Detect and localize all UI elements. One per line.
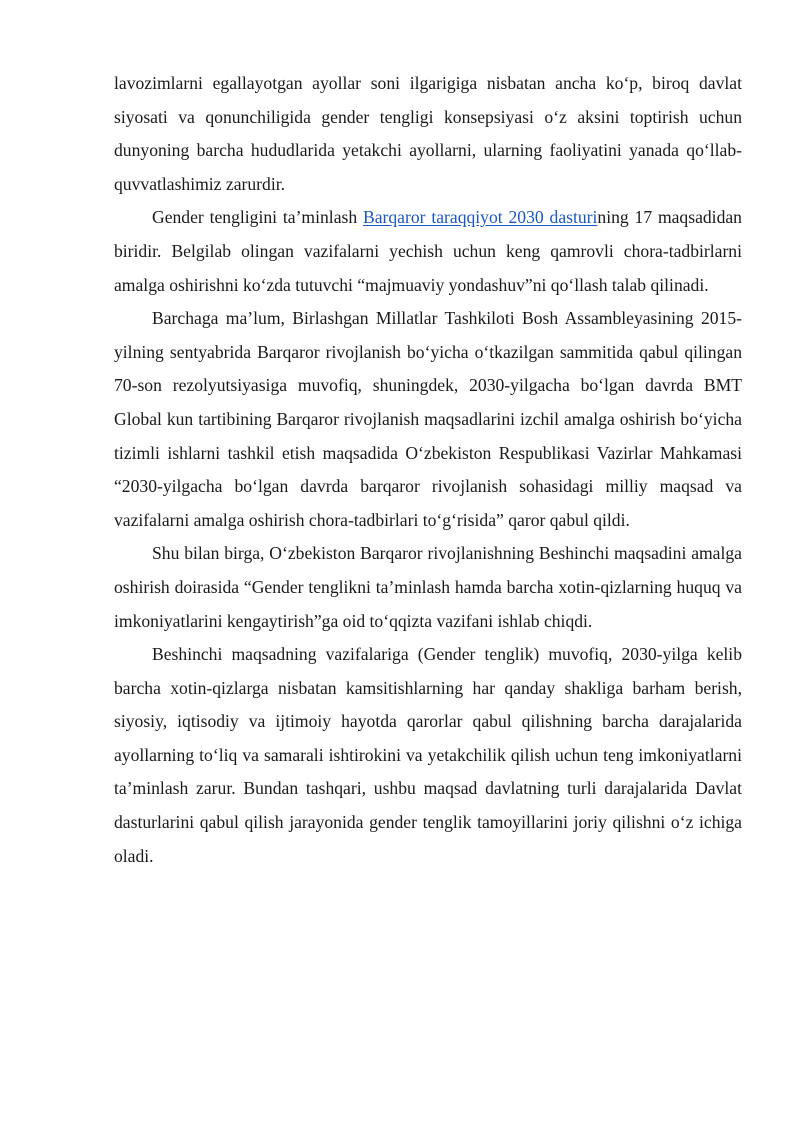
paragraph-fifth-goal: Shu bilan birga, O‘zbekiston Barqaror rivojlanishning Beshinchi maqsadini amalga oshirish doirasida “Gender tenglikni ta’minlash hamda barcha xotin-qizlarning huquq va imkoniyatlarini kengaytirish”ga oid to‘qqizta vazifani ishlab chiqdi. — [114, 543, 742, 631]
document-body — [114, 67, 742, 873]
paragraph-continuation: lavozimlarni egallayotgan ayollar soni ilgarigiga nisbatan ancha ko‘p, biroq davlat siyosati va qonunchiligida gender tengligi konsepsiyasi o‘z aksini toptirish uchun dunyoning barcha hududlarida yetakchi ayollarni, ularning faoliyatini yanada qo‘llab-quvvatlashimiz zarurdir. — [114, 73, 742, 194]
paragraph-text-before-link: Gender tengligini ta’minlash — [152, 207, 363, 228]
paragraph-un-resolution: Barchaga ma’lum, Birlashgan Millatlar Tashkiloti Bosh Assambleyasining 2015-yilning sentyabrida Barqaror rivojlanish bo‘yicha o‘tkazilgan sammitida qabul qilingan 70-son rezolyutsiyasiga muvofiq, shuningdek, 2030-yilgacha bo‘lgan davrda BMT Global kun tartibining Barqaror rivojlanish maqsadlarini izchil amalga oshirish bo‘yicha tizimli ishlarni tashkil etish maqsadida O‘zbekiston Respublikasi Vazirlar Mahkamasi “2030-yilgacha bo‘lgan davrda barqaror rivojlanish sohasidagi milliy maqsad va vazifalarni amalga oshirish chora-tadbirlari to‘g‘risida” qaror qabul qildi. — [114, 308, 742, 530]
paragraph-gender-equality — [114, 201, 742, 302]
sdg-2030-program-link[interactable]: Barqaror taraqqiyot 2030 dasturi — [362, 207, 598, 228]
paragraph-text-after-link: ning 17 maqsadidan biridir. Belgilab olingan vazifalarni yechish uchun keng qamrovli chora-tadbirlarni amalga oshirishni ko‘zda tutuvchi “majmuaviy yondashuv”ni qo‘llash talab qilinadi. — [114, 207, 742, 295]
paragraph-fifth-goal-tasks: Beshinchi maqsadning vazifalariga (Gender tenglik) muvofiq, 2030-yilga kelib barcha xotin-qizlarga nisbatan kamsitishlarning har qanday shakliga barham berish, siyosiy, iqtisodiy va ijtimoiy hayotda qarorlar qabul qilishning barcha darajalarida ayollarning to‘liq va samarali ishtirokini va yetakchilik qilish uchun teng imkoniyatlarni ta’minlash zarur. Bundan tashqari, ushbu maqsad davlatning turli darajalarida Davlat dasturlarini qabul qilish jarayonida gender tenglik tamoyillarini joriy qilishni o‘z ichiga oladi. — [114, 644, 742, 866]
